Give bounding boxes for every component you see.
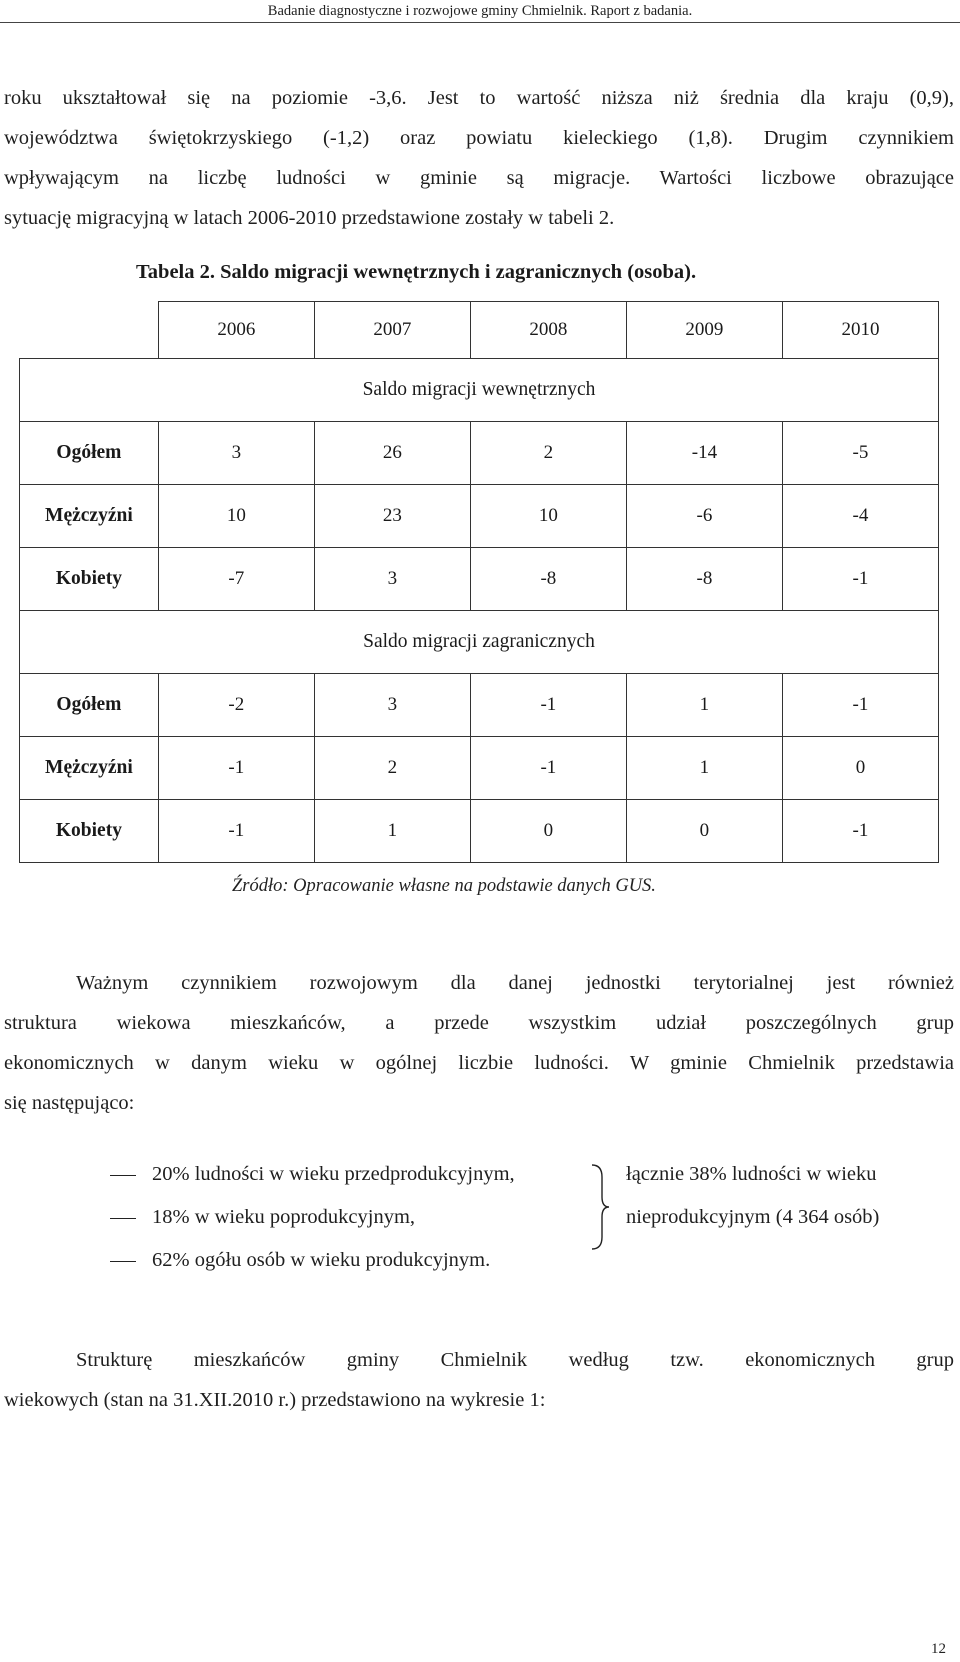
year-header: 2006 — [158, 302, 314, 359]
year-header: 2007 — [314, 302, 470, 359]
row-label: Kobiety — [20, 548, 159, 611]
table-cell: -1 — [158, 737, 314, 800]
table-cell: -1 — [470, 737, 626, 800]
table-cell: -14 — [626, 422, 782, 485]
table-cell: -5 — [782, 422, 938, 485]
chart-intro-paragraph — [4, 1340, 954, 1420]
table-cell: -1 — [782, 800, 938, 863]
list-item — [110, 1163, 515, 1203]
table-row — [20, 800, 939, 863]
section-row — [20, 611, 939, 674]
table-cell: 1 — [314, 800, 470, 863]
table-cell: -1 — [782, 674, 938, 737]
row-label: Mężczyźni — [20, 737, 159, 800]
table-cell: -8 — [470, 548, 626, 611]
table-caption: Tabela 2. Saldo migracji wewnętrznych i zagranicznych (osoba). — [136, 261, 697, 283]
table-cell: -1 — [782, 548, 938, 611]
grouped-note-line: łącznie 38% ludności w wieku — [626, 1163, 877, 1185]
table-cell: -6 — [626, 485, 782, 548]
text-line: województwa świętokrzyskiego (-1,2) oraz powiatu kieleckiego (1,8). Drugim czynnikiem — [4, 127, 954, 149]
header-divider — [0, 22, 960, 23]
table-row — [20, 737, 939, 800]
section-title-internal: Saldo migracji wewnętrznych — [20, 359, 939, 422]
table-cell: -2 — [158, 674, 314, 737]
table-cell: 0 — [782, 737, 938, 800]
table-cell: 26 — [314, 422, 470, 485]
text-line: wpływającym na liczbę ludności w gminie są migracje. Wartości liczbowe obrazujące — [4, 167, 954, 189]
text-line: Ważnym czynnikiem rozwojowym dla danej jednostki terytorialnej jest również — [76, 972, 954, 994]
table-row — [20, 485, 939, 548]
list-item-text: 18% w wieku poprodukcyjnym, — [152, 1206, 416, 1228]
dash-bullet-icon — [110, 1261, 136, 1262]
table-cell: 1 — [626, 737, 782, 800]
table-cell: -7 — [158, 548, 314, 611]
dash-bullet-icon — [110, 1175, 136, 1176]
right-brace-icon — [590, 1163, 610, 1251]
intro-paragraph — [4, 78, 954, 238]
table-cell: 0 — [470, 800, 626, 863]
section-title-foreign: Saldo migracji zagranicznych — [20, 611, 939, 674]
table-cell: 10 — [158, 485, 314, 548]
table-source-note: Źródło: Opracowanie własne na podstawie danych GUS. — [232, 876, 656, 896]
table-corner-cell — [20, 302, 159, 359]
text-line: wiekowych (stan na 31.XII.2010 r.) przedstawiono na wykresie 1: — [4, 1389, 546, 1411]
year-header: 2010 — [782, 302, 938, 359]
table-row — [20, 674, 939, 737]
table-row — [20, 422, 939, 485]
running-header: Badanie diagnostyczne i rozwojowe gminy Chmielnik. Raport z badania. — [267, 3, 693, 19]
table-header-row — [20, 302, 939, 359]
text-line: Strukturę mieszkańców gminy Chmielnik według tzw. ekonomicznych grup — [76, 1349, 954, 1371]
table-cell: -1 — [470, 674, 626, 737]
table-cell: 0 — [626, 800, 782, 863]
table-cell: 3 — [314, 548, 470, 611]
list-item — [110, 1206, 415, 1246]
text-line: się następująco: — [4, 1092, 135, 1114]
row-label: Kobiety — [20, 800, 159, 863]
text-line: roku ukształtował się na poziomie -3,6. Jest to wartość niższa niż średnia dla kraju (0,9), — [4, 87, 954, 109]
table-cell: 23 — [314, 485, 470, 548]
list-item-text: 62% ogółu osób w wieku produkcyjnym. — [152, 1249, 491, 1271]
table-cell: 2 — [314, 737, 470, 800]
dash-bullet-icon — [110, 1218, 136, 1219]
year-header: 2008 — [470, 302, 626, 359]
text-line: sytuację migracyjną w latach 2006-2010 przedstawione zostały w tabeli 2. — [4, 207, 615, 229]
row-label: Ogółem — [20, 422, 159, 485]
migration-table — [19, 301, 939, 863]
table-cell: 10 — [470, 485, 626, 548]
table-row — [20, 548, 939, 611]
text-line: ekonomicznych w danym wieku w ogólnej liczbie ludności. W gminie Chmielnik przedstawia — [4, 1052, 954, 1074]
row-label: Ogółem — [20, 674, 159, 737]
list-item — [110, 1249, 490, 1289]
table-cell: 3 — [314, 674, 470, 737]
section-row — [20, 359, 939, 422]
page-number: 12 — [931, 1641, 946, 1657]
table-cell: -4 — [782, 485, 938, 548]
list-item-text: 20% ludności w wieku przedprodukcyjnym, — [152, 1163, 515, 1185]
grouped-note-line: nieprodukcyjnym (4 364 osób) — [626, 1206, 880, 1228]
age-structure-paragraph — [4, 963, 954, 1123]
row-label: Mężczyźni — [20, 485, 159, 548]
table-cell: -1 — [158, 800, 314, 863]
table-cell: 3 — [158, 422, 314, 485]
table-cell: 1 — [626, 674, 782, 737]
text-line: struktura wiekowa mieszkańców, a przede wszystkim udział poszczególnych grup — [4, 1012, 954, 1034]
table-cell: -8 — [626, 548, 782, 611]
table-cell: 2 — [470, 422, 626, 485]
year-header: 2009 — [626, 302, 782, 359]
